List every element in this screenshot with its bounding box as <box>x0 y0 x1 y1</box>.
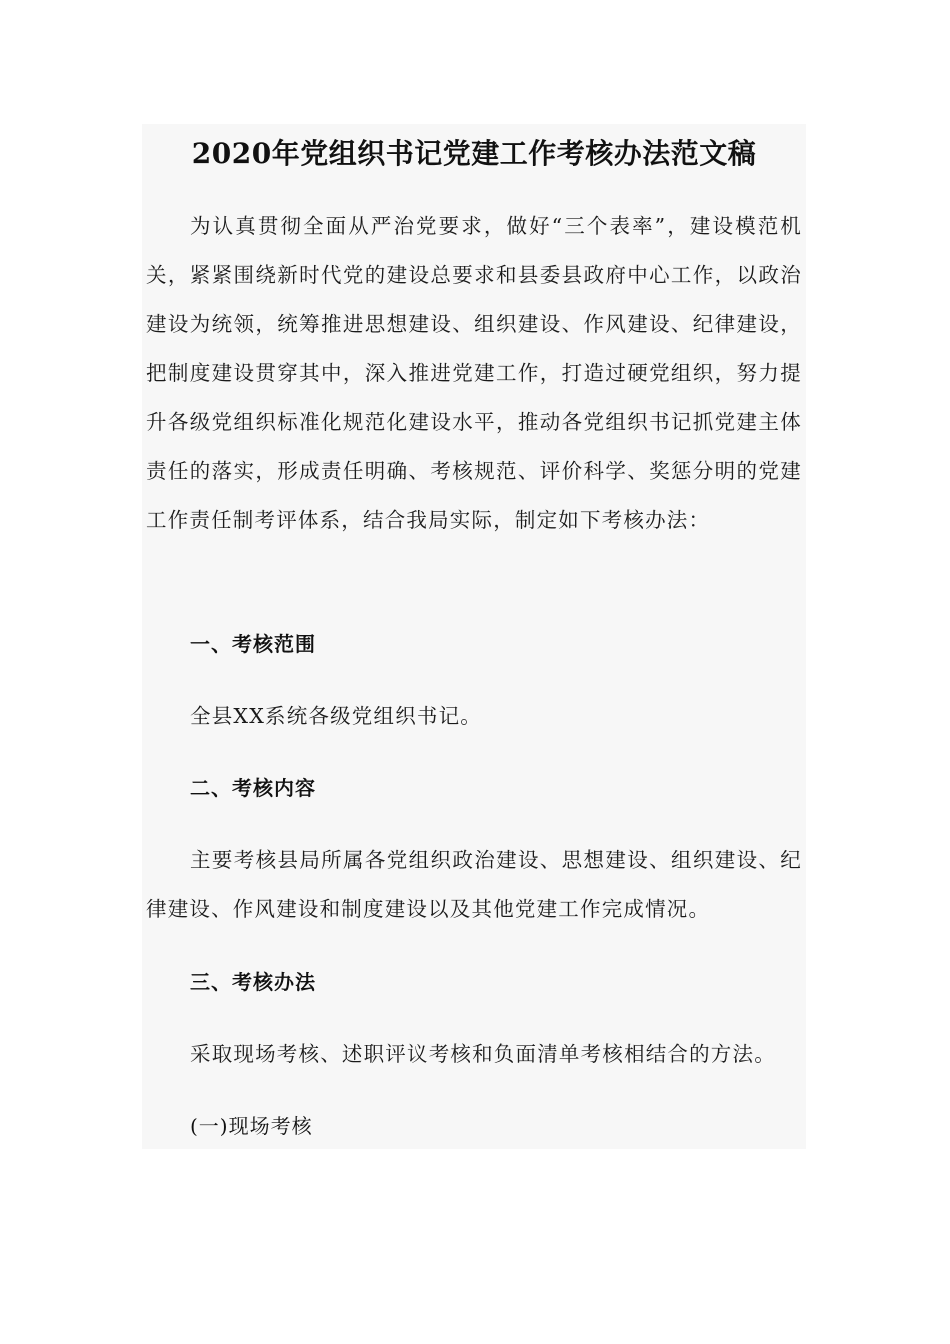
section-heading-content: 二、考核内容 <box>190 776 316 800</box>
section-body-method: 采取现场考核、述职评议考核和负面清单考核相结合的方法。 <box>190 1042 776 1066</box>
section-body-content: 主要考核县局所属各党组织政治建设、思想建设、组织建设、纪律建设、作风建设和制度建设以及其他党建工作完成情况。 <box>146 848 802 921</box>
document-title: 2020年党组织书记党建工作考核办法范文稿 <box>191 137 757 170</box>
section-heading-method: 三、考核办法 <box>190 970 316 994</box>
subsection-heading-onsite: (一)现场考核 <box>190 1114 313 1138</box>
section-body-scope: 全县XX系统各级党组织书记。 <box>190 704 482 728</box>
section-heading-scope: 一、考核范围 <box>190 632 316 656</box>
document-page <box>142 124 806 1149</box>
intro-paragraph: 为认真贯彻全面从严治党要求，做好“三个表率”，建设模范机关，紧紧围绕新时代党的建设总要求和县委县政府中心工作，以政治建设为统领，统筹推进思想建设、组织建设、作风建设、纪律建设，把制度建设贯穿其中，深入推进党建工作，打造过硬党组织，努力提升各级党组织标准化规范化建设水平，推动各党组织书记抓党建主体责任的落实，形成责任明确、考核规范、评价科学、奖惩分明的党建工作责任制考评体系，结合我局实际，制定如下考核办法： <box>146 214 802 532</box>
